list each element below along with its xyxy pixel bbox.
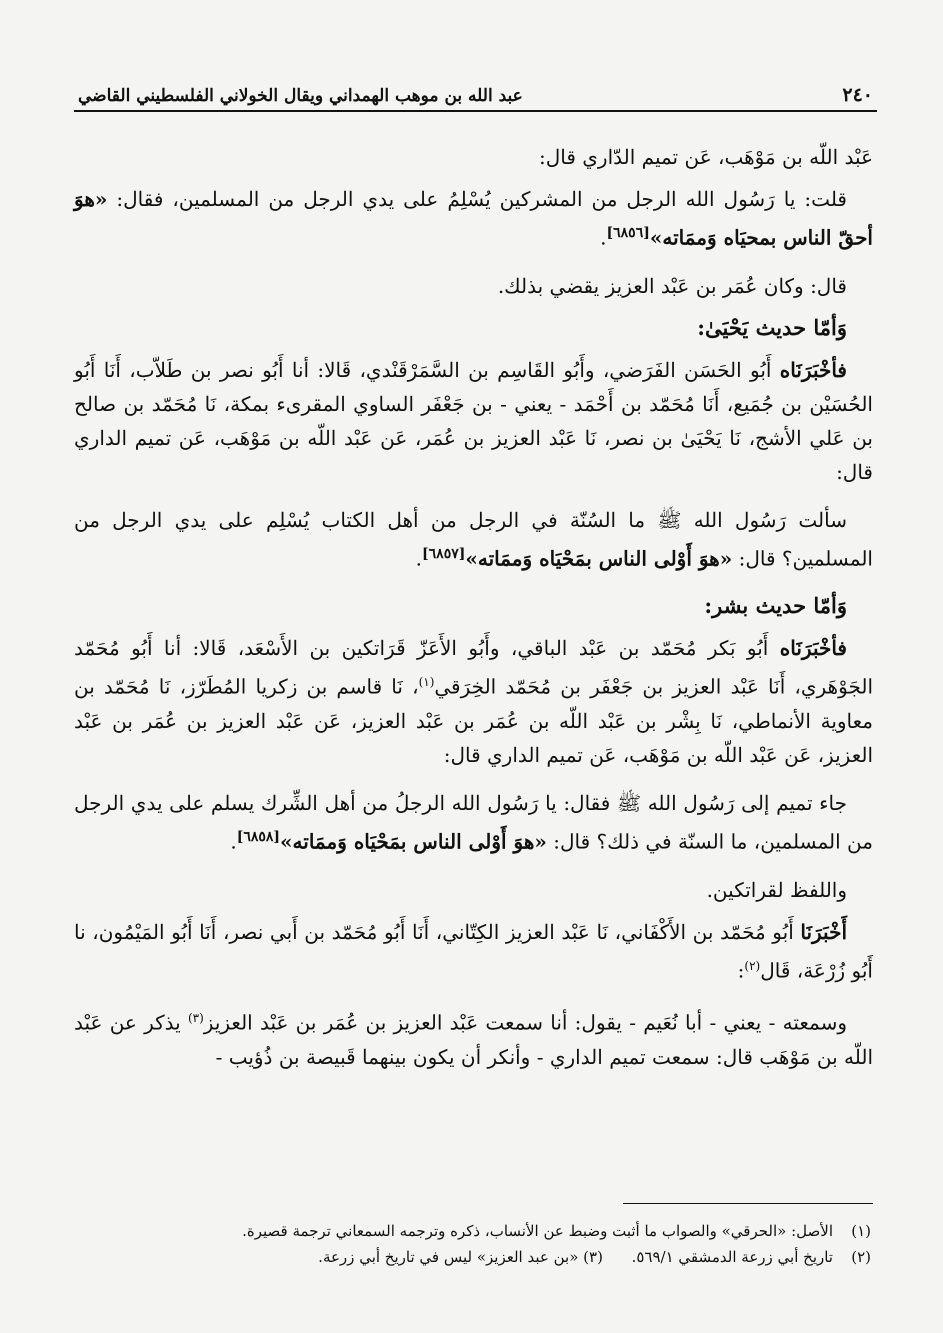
paragraph-10 xyxy=(74,1001,873,1074)
isnad-lead-word: فأخْبَرَنَاه xyxy=(779,357,847,382)
footnote-rule xyxy=(623,1203,873,1204)
paragraph-7: جاء تميم إلى رَسُول الله ﷺ فقال: يا رَسُول الله الرجلُ من أهل الشِّرك يسلم على يدي الرجل من المسلمين، ما السنّة في ذلك؟ قال: «هوَ أَوْلى الناس بمَحْيَاه وَممَاته»[٦٨٥٨]. xyxy=(74,790,873,854)
hadith-ref-number: [٦٨٥٦] xyxy=(606,225,650,241)
paragraph-1-text: عَبْد اللّه بن مَوْهَب، عَن تميم الدّاري قال: xyxy=(538,145,873,169)
paragraph-8 xyxy=(74,873,873,907)
footnote-text: «بن عبد العزيز» ليس في تاريخ أبي زرعة. xyxy=(318,1248,579,1266)
footnote-number: (١) xyxy=(851,1222,871,1240)
header-rule xyxy=(74,110,877,112)
paragraph-4-text: أَبُو الحَسَن الفَرَضي، وأَبُو القَاسِم بن السَّمَرْقَنْدي، قَالا: أنا أَبُو نصر بن طَلاّب، أَنَا أَبُو الحُسَيْن بن جُمَيع، أَنَا مُحَمّد بن أَحْمَد - يعني - بن جَعْفَر الساوي المقرىء بمكة، نَا مُحَمّد بن صالح بن عَلي الأشج، نَا يَحْيَىٰ بن نصر، نَا عَبْد العزيز بن عُمَر، عَن عَبْد اللّه بن مَوْهَب، عَن تميم الداري قال: xyxy=(74,357,873,484)
paragraph-9-text: أَبُو مُحَمّد بن الأَكْفَاني، نَا عَبْد العزيز الكِتّاني، أَنَا أَبُو مُحَمّد بن أَبي نصر، أَنَا أَبُو المَيْمُون، نا أَبُو زُرْعَة، قَال xyxy=(74,919,873,983)
paragraph-6 xyxy=(74,631,873,772)
hadith-quote: «هوَ أَوْلى الناس بمَحْيَاه وَممَاته» xyxy=(465,546,733,571)
paragraph-9-text-cont: : xyxy=(737,958,745,983)
paragraph-2-text: قلت: يا رَسُول الله الرجل من المشركين يُسْلِمُ على يدي الرجل من المسلمين، فقال: xyxy=(116,187,847,211)
paragraph-6-text: أَبُو بَكر مُحَمّد بن عَبْد الباقي، وأَبُو الأَعَزّ قَرَاتكين بن الأَسْعَد، قَالا: أنا أَبُو مُحَمّد الجَوْهَري، أَنَا عَبْد العزيز بن جَعْفَر بن مُحَمّد الخِرَقي xyxy=(74,636,873,699)
paragraph-6-text-cont: ، نَا قاسم بن زكريا المُطَرّز، نَا مُحَمّد بن معاوية الأنماطي، نَا بِشْر بن عَبْد اللّه بن عُمَر بن عَبْد العزيز، عَن عَبْد العزيز بن عُمَر بن عَبْد العزيز، عَن عَبْد اللّه بن مَوْهَب، عَن تميم الداري قال: xyxy=(74,674,874,767)
footnote-marker-1[interactable]: (١) xyxy=(418,675,435,690)
footnote-text: الأصل: «الحرقي» والصواب ما أثبت وضبط عن الأنساب، ذكره وترجمه السمعاني ترجمة قصيرة. xyxy=(242,1222,833,1240)
hadith-ref-number: [٦٨٥٧] xyxy=(422,545,466,562)
section-heading-bishr xyxy=(74,589,873,623)
section-heading-yahya xyxy=(74,311,873,345)
footnote-number: (٢) xyxy=(851,1248,871,1266)
paragraph-3-text: قال: وكان عُمَر بن عَبْد العزيز يقضي بذلك. xyxy=(497,273,847,298)
paragraph-3 xyxy=(74,269,873,303)
hadith-quote: «هوَ أَوْلى الناس بمَحْيَاه وَممَاته» xyxy=(280,829,547,854)
running-title: عبد الله بن موهب الهمداني ويقال الخولاني الفلسطيني القاضي xyxy=(78,86,523,106)
footnote-2-3 xyxy=(100,1244,871,1270)
paragraph-9 xyxy=(74,915,873,988)
footnote-marker-3[interactable]: (٣) xyxy=(187,1011,204,1026)
footnote-text: تاريخ أبي زرعة الدمشقي ٥٦٩/١. xyxy=(631,1248,833,1266)
footnote-marker-2[interactable]: (٢) xyxy=(744,958,761,973)
footnote-number: (٣) xyxy=(583,1248,603,1266)
isnad-lead-word: فأخْبَرَنَاه xyxy=(779,636,847,661)
paragraph-5-text: سألت رَسُول الله ﷺ ما السُنّة في الرجل من أهل الكتاب يُسْلِم على يدي الرجل من المسلمين؟ قال: xyxy=(74,507,873,571)
main-text xyxy=(74,140,873,1088)
hadith-ref-number: [٦٨٥٨] xyxy=(236,828,281,845)
footnote-1 xyxy=(100,1218,871,1244)
paragraph-5: سألت رَسُول الله ﷺ ما السُنّة في الرجل من أهل الكتاب يُسْلِم على يدي الرجل من المسلمين؟ قال: «هوَ أَوْلى الناس بمَحْيَاه وَممَاته»[٦٨٥٧]. xyxy=(74,507,873,571)
footnotes xyxy=(100,1218,871,1270)
paragraph-10-text: وسمعته - يعني - أبا نُعَيم - يقول: أنا سمعت عَبْد العزيز بن عُمَر بن عَبْد العزيز xyxy=(203,1010,847,1035)
section-heading-text: وَأمّا حديث بشر: xyxy=(704,593,847,619)
paragraph-4 xyxy=(74,353,873,489)
paragraph-1 xyxy=(74,140,873,174)
section-heading-text: وَأمّا حديث يَحْيَىٰ: xyxy=(697,314,847,340)
paragraph-7-text: جاء تميم إلى رَسُول الله ﷺ فقال: يا رَسُول الله الرجلُ من أهل الشِّرك يسلم على يدي الرجل من المسلمين، ما السنّة في ذلك؟ قال: xyxy=(74,790,873,854)
paragraph-8-text: واللفظ لقراتكين. xyxy=(706,877,847,902)
page-header xyxy=(78,70,873,106)
hadith-quote: «هوَ أحقّ الناس بمحيَاه وَممَاته» xyxy=(74,187,873,250)
page-number: ٢٤٠ xyxy=(842,84,873,106)
isnad-lead-word: أَخْبَرَنَا xyxy=(800,919,847,944)
paragraph-2: قلت: يا رَسُول الله الرجل من المشركين يُسْلِمُ على يدي الرجل من المسلمين، فقال: «هوَ أحقّ الناس بمحيَاه وَممَاته»[٦٨٥٦]. xyxy=(74,187,873,250)
paragraph-10-text-cont: يذكر عن عَبْد اللّه بن مَوْهَب قال: سمعت تميم الداري - وأنكر أن يكون بينهما قَبيصة بن ذُؤيب - xyxy=(74,1010,873,1069)
